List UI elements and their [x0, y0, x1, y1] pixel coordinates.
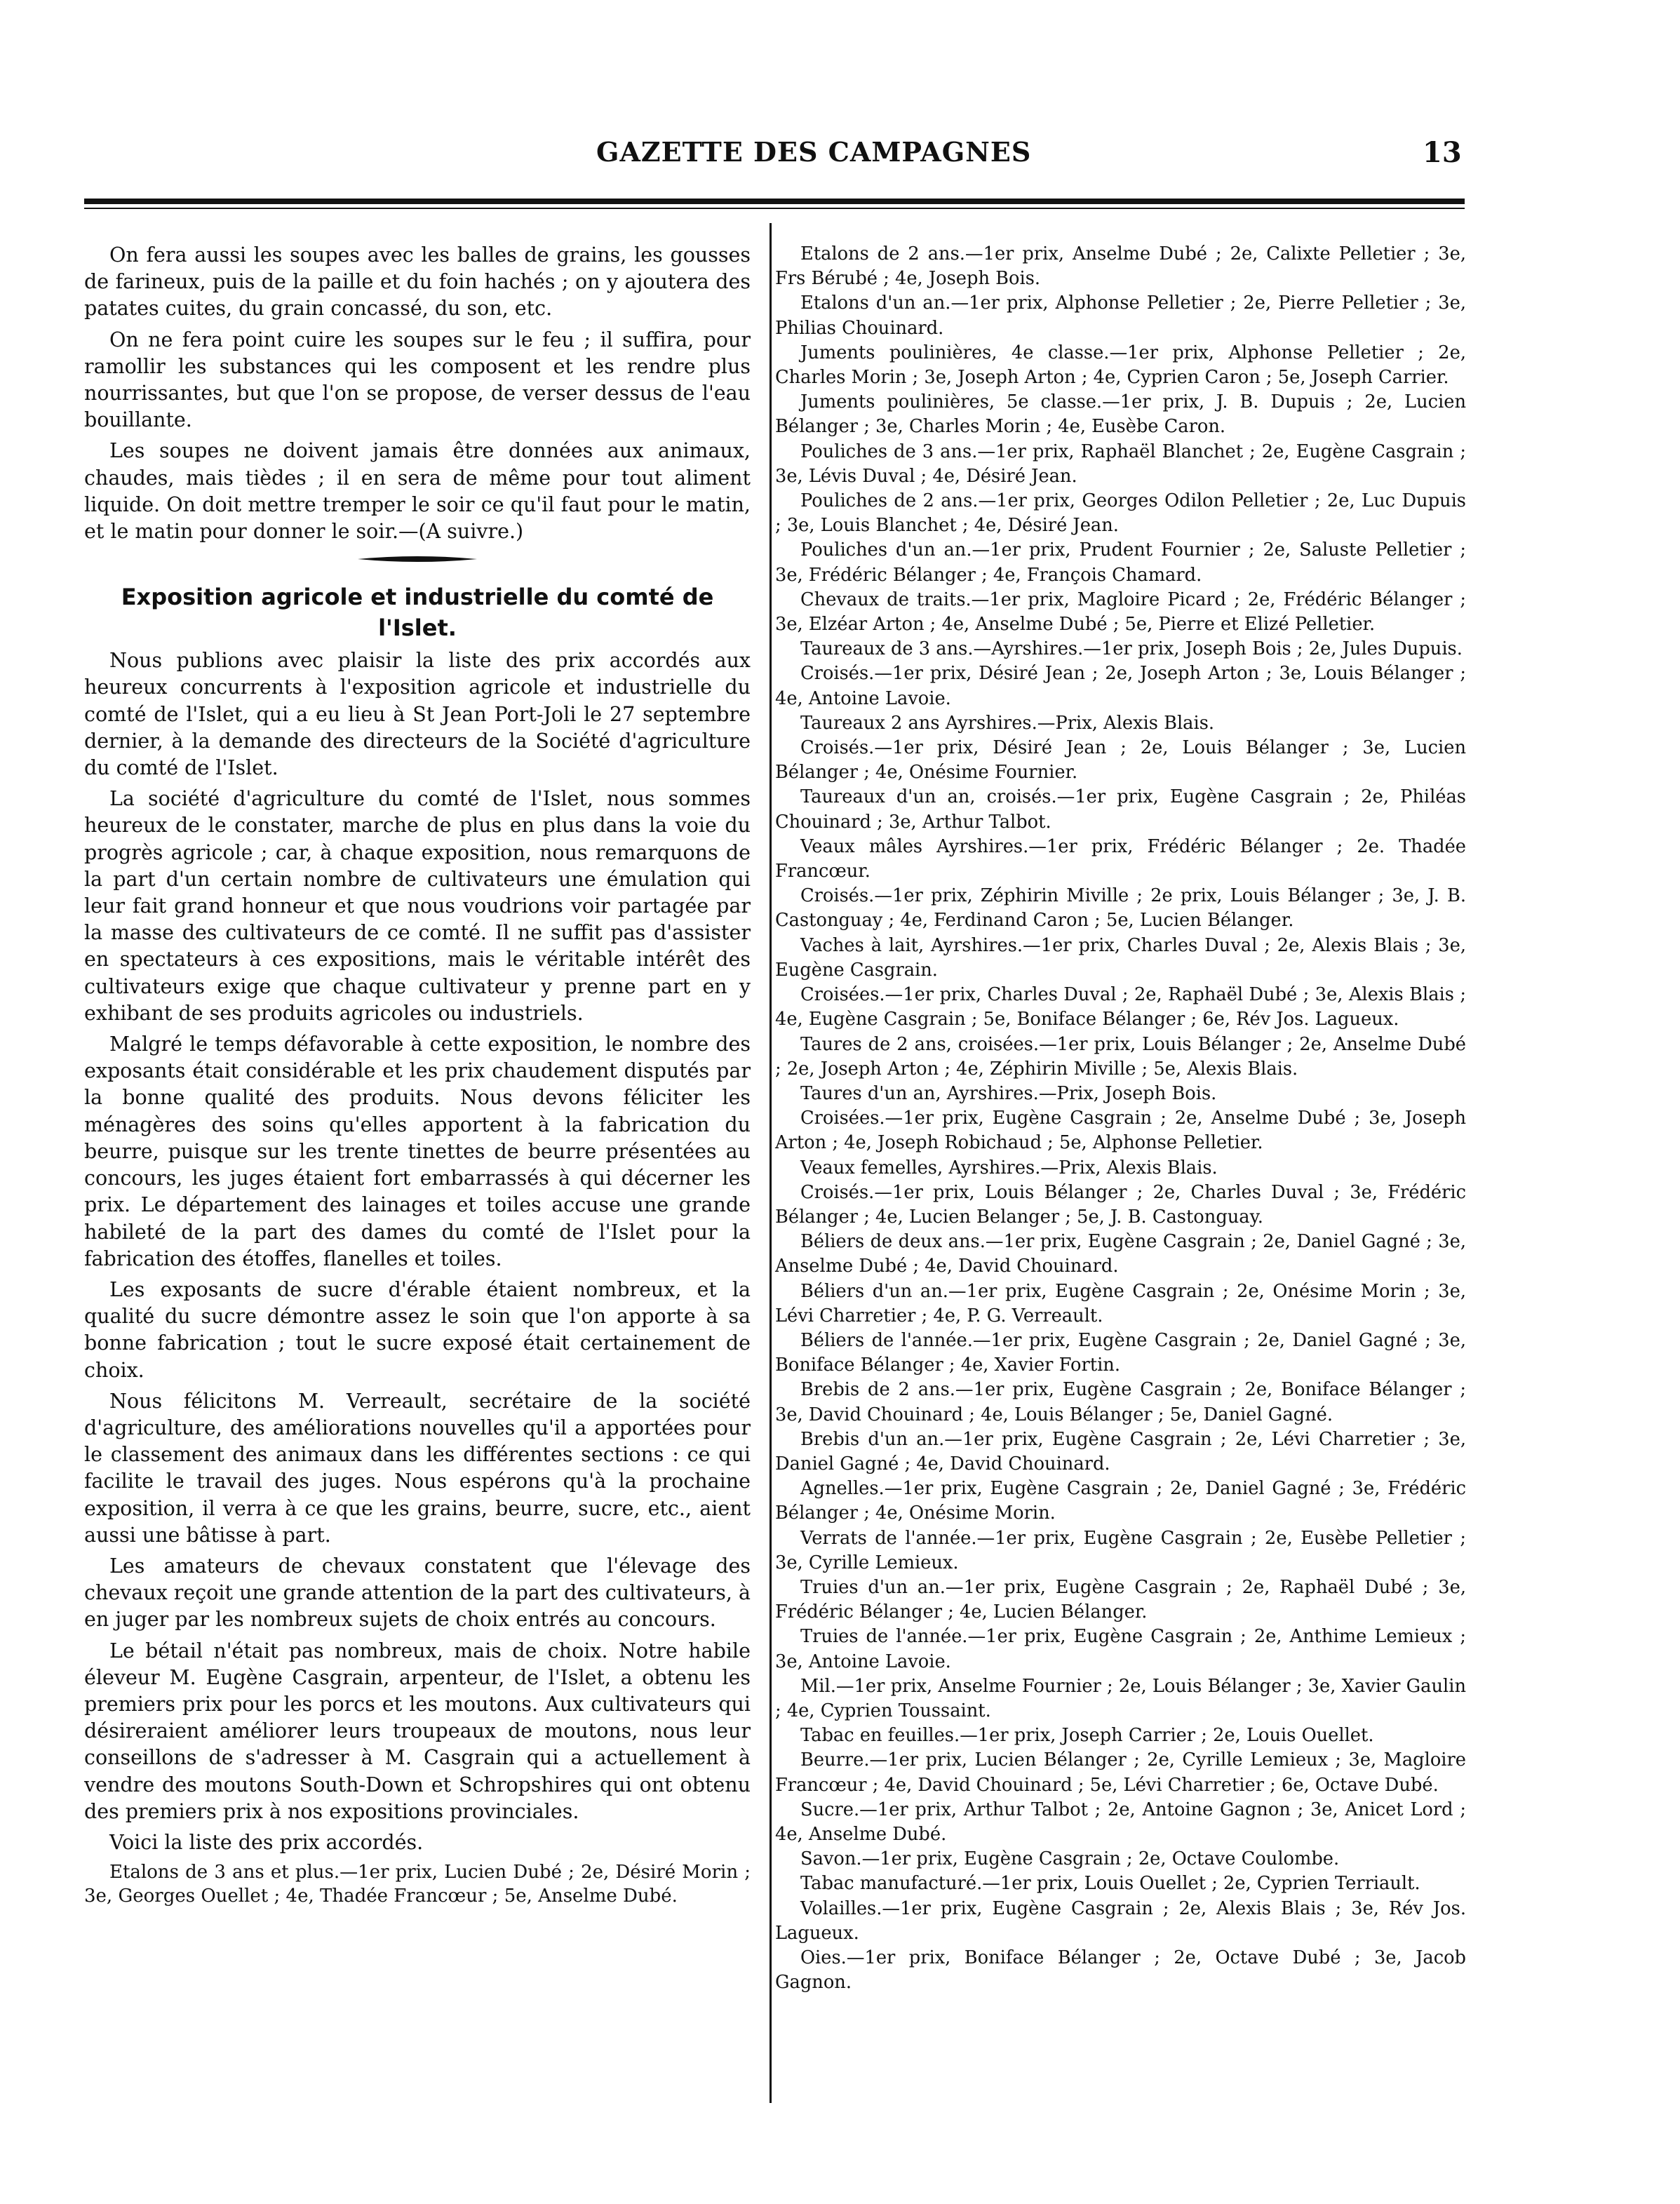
prize-entry: Croisés.—1er prix, Désiré Jean ; 2e, Joseph Arton ; 3e, Louis Bélanger ; 4e, Antoine Lavoie.	[775, 663, 1466, 709]
prize-entry: Taureaux de 3 ans.—Ayrshires.—1er prix, Joseph Bois ; 2e, Jules Dupuis.	[800, 638, 1463, 660]
prize-entry: Savon.—1er prix, Eugène Casgrain ; 2e, Octave Coulombe.	[800, 1848, 1340, 1870]
prize-entry: Sucre.—1er prix, Arthur Talbot ; 2e, Antoine Gagnon ; 3e, Anicet Lord ; 4e, Anselme Dubé.	[775, 1799, 1466, 1845]
prize-entry: Etalons d'un an.—1er prix, Alphonse Pelletier ; 2e, Pierre Pelletier ; 3e, Philias Chouinard.	[775, 293, 1466, 339]
paragraph: Les exposants de sucre d'érable étaient nombreux, et la qualité du sucre démontre assez le soin que l'on apporte à sa bonne fabrication ; tout le sucre exposé était certainement de choix.	[84, 1277, 751, 1382]
section-ornament	[358, 555, 477, 563]
prize-entry: Taures d'un an, Ayrshires.—Prix, Joseph Bois.	[800, 1082, 1217, 1104]
prize-entry: Beurre.—1er prix, Lucien Bélanger ; 2e, Cyrille Lemieux ; 3e, Magloire Francœur ; 4e, David Chouinard ; 5e, Lévi Charretier ; 6e, Octave Dubé.	[775, 1749, 1466, 1796]
prize-entry: Taureaux 2 ans Ayrshires.—Prix, Alexis Blais.	[800, 712, 1215, 734]
page-header	[0, 136, 1680, 178]
prize-entry: Oies.—1er prix, Boniface Bélanger ; 2e, Octave Dubé ; 3e, Jacob Gagnon.	[775, 1947, 1466, 1994]
paragraph: Nous publions avec plaisir la liste des prix accordés aux heureux concurrents à l'exposition agricole et industrielle du comté de l'Islet, qui a eu lieu à St Jean Port-Joli le 27 septembre dernier, à la demande des directeurs de la Société d'agriculture du comté de l'Islet.	[84, 649, 751, 780]
header-rule-thin	[84, 208, 1465, 209]
prize-entry: Volailles.—1er prix, Eugène Casgrain ; 2e, Alexis Blais ; 3e, Rév Jos. Lagueux.	[775, 1897, 1466, 1944]
paragraph: On ne fera point cuire les soupes sur le feu ; il suffira, pour ramollir les substances qui les composent et les rendre plus nourrissantes, but que l'on se propose, de verser dessus de l'eau bouillante.	[84, 328, 751, 432]
prize-entry: Croisés.—1er prix, Désiré Jean ; 2e, Louis Bélanger ; 3e, Lucien Bélanger ; 4e, Onésime Fournier.	[775, 737, 1466, 784]
prize-entry: Verrats de l'année.—1er prix, Eugène Casgrain ; 2e, Eusèbe Pelletier ; 3e, Cyrille Lemieux.	[775, 1527, 1466, 1573]
right-column	[775, 242, 1466, 1995]
header-rule-thick	[84, 199, 1465, 204]
left-column	[84, 242, 751, 1912]
paragraph: Malgré le temps défavorable à cette exposition, le nombre des exposants était considérable et les prix chaudement disputés par la bonne qualité des produits. Nous devons féliciter les ménagères des soins qu'elles apportent à la fabrication du beurre, puisque sur les trente tinettes de beurre présentées au concours, les juges étaient fort embarrassés à qui décerner les prix. Le département des lainages et toiles accuse une grande habileté de la part des dames du comté de l'Islet pour la fabrication des étoffes, flanelles et toiles.	[84, 1033, 751, 1270]
prize-entry: Mil.—1er prix, Anselme Fournier ; 2e, Louis Bélanger ; 3e, Xavier Gaulin ; 4e, Cyprien Toussaint.	[775, 1675, 1466, 1721]
prize-entry: Tabac en feuilles.—1er prix, Joseph Carrier ; 2e, Louis Ouellet.	[800, 1725, 1374, 1747]
prize-list-start	[84, 1860, 751, 1908]
column-divider	[770, 223, 772, 2103]
section-heading: Exposition agricole et industrielle du comté de l'Islet.	[121, 584, 714, 642]
journal-title: GAZETTE DES CAMPAGNES	[596, 136, 1032, 168]
prize-entry: Etalons de 3 ans et plus.—1er prix, Lucien Dubé ; 2e, Désiré Morin ; 3e, Georges Ouellet ; 4e, Thadée Francœur ; 5e, Anselme Dubé.	[84, 1862, 751, 1907]
prize-entry: Croisées.—1er prix, Charles Duval ; 2e, Raphaël Dubé ; 3e, Alexis Blais ; 4e, Eugène Casgrain ; 5e, Boniface Bélanger ; 6e, Rév Jos. Lagueux.	[775, 984, 1466, 1030]
prize-entry: Béliers de l'année.—1er prix, Eugène Casgrain ; 2e, Daniel Gagné ; 3e, Boniface Bélanger ; 4e, Xavier Fortin.	[775, 1329, 1466, 1376]
prize-entry: Tabac manufacturé.—1er prix, Louis Ouellet ; 2e, Cyprien Terriault.	[800, 1873, 1420, 1895]
prize-entry: Taureaux d'un an, croisés.—1er prix, Eugène Casgrain ; 2e, Philéas Chouinard ; 3e, Arthur Talbot.	[775, 786, 1466, 833]
prize-entry: Chevaux de traits.—1er prix, Magloire Picard ; 2e, Frédéric Bélanger ; 3e, Elzéar Arton ; 4e, Anselme Dubé ; 5e, Pierre et Elizé Pelletier.	[775, 589, 1466, 636]
prize-entry: Veaux femelles, Ayrshires.—Prix, Alexis Blais.	[800, 1157, 1218, 1178]
prize-entry: Brebis d'un an.—1er prix, Eugène Casgrain ; 2e, Lévi Charretier ; 3e, Daniel Gagné ; 4e, David Chouinard.	[775, 1428, 1466, 1474]
paragraph: On fera aussi les soupes avec les balles de grains, les gousses de farineux, puis de la paille et du foin hachés ; on y ajoutera des patates cuites, du grain concassé, du son, etc.	[84, 243, 751, 321]
prize-entry: Pouliches de 3 ans.—1er prix, Raphaël Blanchet ; 2e, Eugène Casgrain ; 3e, Lévis Duval ; 4e, Désiré Jean.	[775, 441, 1466, 487]
prize-entry: Béliers d'un an.—1er prix, Eugène Casgrain ; 2e, Onésime Morin ; 3e, Lévi Charretier ; 4e, P. G. Verreault.	[775, 1280, 1466, 1326]
paragraph: Nous félicitons M. Verreault, secrétaire de la société d'agriculture, des améliorations nouvelles qu'il a apportées pour le classement des animaux dans les différentes sections : ce qui facilite le travail des juges. Nous espérons qu'à la prochaine exposition, il verra à ce que les grains, beurre, sucre, etc., aient aussi une bâtisse à part.	[84, 1389, 751, 1547]
prize-entry: Veaux mâles Ayrshires.—1er prix, Frédéric Bélanger ; 2e. Thadée Francœur.	[775, 835, 1466, 882]
prize-entry: Pouliches d'un an.—1er prix, Prudent Fournier ; 2e, Saluste Pelletier ; 3e, Frédéric Bélanger ; 4e, François Chamard.	[775, 539, 1466, 586]
prize-entry: Juments poulinières, 4e classe.—1er prix, Alphonse Pelletier ; 2e, Charles Morin ; 3e, Joseph Arton ; 4e, Cyprien Caron ; 5e, Joseph Carrier.	[775, 342, 1466, 389]
prize-entry: Brebis de 2 ans.—1er prix, Eugène Casgrain ; 2e, Boniface Bélanger ; 3e, David Chouinard ; 4e, Louis Bélanger ; 5e, Daniel Gagné.	[775, 1379, 1466, 1425]
prize-entry: Croisés.—1er prix, Zéphirin Miville ; 2e prix, Louis Bélanger ; 3e, J. B. Castonguay ; 4e, Ferdinand Caron ; 5e, Lucien Bélanger.	[775, 885, 1466, 932]
prize-entry: Truies de l'année.—1er prix, Eugène Casgrain ; 2e, Anthime Lemieux ; 3e, Antoine Lavoie.	[775, 1626, 1466, 1672]
paragraph: Voici la liste des prix accordés.	[109, 1830, 424, 1854]
prize-entry: Vaches à lait, Ayrshires.—1er prix, Charles Duval ; 2e, Alexis Blais ; 3e, Eugène Casgrain.	[775, 934, 1466, 981]
prize-entry: Croisés.—1er prix, Louis Bélanger ; 2e, Charles Duval ; 3e, Frédéric Bélanger ; 4e, Lucien Belanger ; 5e, J. B. Castonguay.	[775, 1181, 1466, 1228]
paragraph: Le bétail n'était pas nombreux, mais de choix. Notre habile éleveur M. Eugène Casgrain, arpenteur, de l'Islet, a obtenu les premiers prix pour les porcs et les moutons. Aux cultivateurs qui désireraient améliorer leurs troupeaux de moutons, nous leur conseillons de s'adresser à M. Casgrain qui a actuellement à vendre des moutons South-Down et Schropshires qui ont obtenu des premiers prix à nos expositions provinciales.	[84, 1639, 751, 1823]
prize-entry: Croisées.—1er prix, Eugène Casgrain ; 2e, Anselme Dubé ; 3e, Joseph Arton ; 4e, Joseph Robichaud ; 5e, Alphonse Pelletier.	[775, 1108, 1466, 1154]
prize-entry: Etalons de 2 ans.—1er prix, Anselme Dubé ; 2e, Calixte Pelletier ; 3e, Frs Bérubé ; 4e, Joseph Bois.	[775, 243, 1466, 290]
prize-entry: Taures de 2 ans, croisées.—1er prix, Louis Bélanger ; 2e, Anselme Dubé ; 2e, Joseph Arton ; 4e, Zéphirin Miville ; 5e, Alexis Blais.	[775, 1033, 1466, 1080]
paragraph: Les soupes ne doivent jamais être données aux animaux, chaudes, mais tièdes ; il en sera de même pour tout aliment liquide. On doit mettre tremper le soir ce qu'il faut pour le matin, et le matin pour donner le soir.—(A suivre.)	[84, 439, 751, 544]
prize-entry: Juments poulinières, 5e classe.—1er prix, J. B. Dupuis ; 2e, Lucien Bélanger ; 3e, Charles Morin ; 4e, Eusèbe Caron.	[775, 391, 1466, 438]
paragraph: Les amateurs de chevaux constatent que l'élevage des chevaux reçoit une grande attention de la part des cultivateurs, à en juger par les nombreux sujets de choix entrés au concours.	[84, 1554, 751, 1632]
paragraph: La société d'agriculture du comté de l'Islet, nous sommes heureux de le constater, marche de plus en plus dans la voie du progrès agricole ; car, à chaque exposition, nous remarquons de la part d'un certain nombre de cultivateurs une émulation qui leur fait grand honneur et que nous voudrions voir partagée par la masse des cultivateurs de ce comté. Il ne suffit pas d'assister en spectateurs à ces expositions, mais le véritable intérêt des cultivateurs exige que chaque cultivateur y prenne part en y exhibant de ses produits agricoles ou industriels.	[84, 787, 751, 1025]
page-number: 13	[1423, 136, 1462, 169]
prize-entry: Pouliches de 2 ans.—1er prix, Georges Odilon Pelletier ; 2e, Luc Dupuis ; 3e, Louis Blanchet ; 4e, Désiré Jean.	[775, 490, 1466, 537]
prize-entry: Agnelles.—1er prix, Eugène Casgrain ; 2e, Daniel Gagné ; 3e, Frédéric Bélanger ; 4e, Onésime Morin.	[775, 1478, 1466, 1524]
prize-entry: Truies d'un an.—1er prix, Eugène Casgrain ; 2e, Raphaël Dubé ; 3e, Frédéric Bélanger ; 4e, Lucien Bélanger.	[775, 1576, 1466, 1623]
prize-entry: Béliers de deux ans.—1er prix, Eugène Casgrain ; 2e, Daniel Gagné ; 3e, Anselme Dubé ; 4e, David Chouinard.	[775, 1231, 1466, 1277]
